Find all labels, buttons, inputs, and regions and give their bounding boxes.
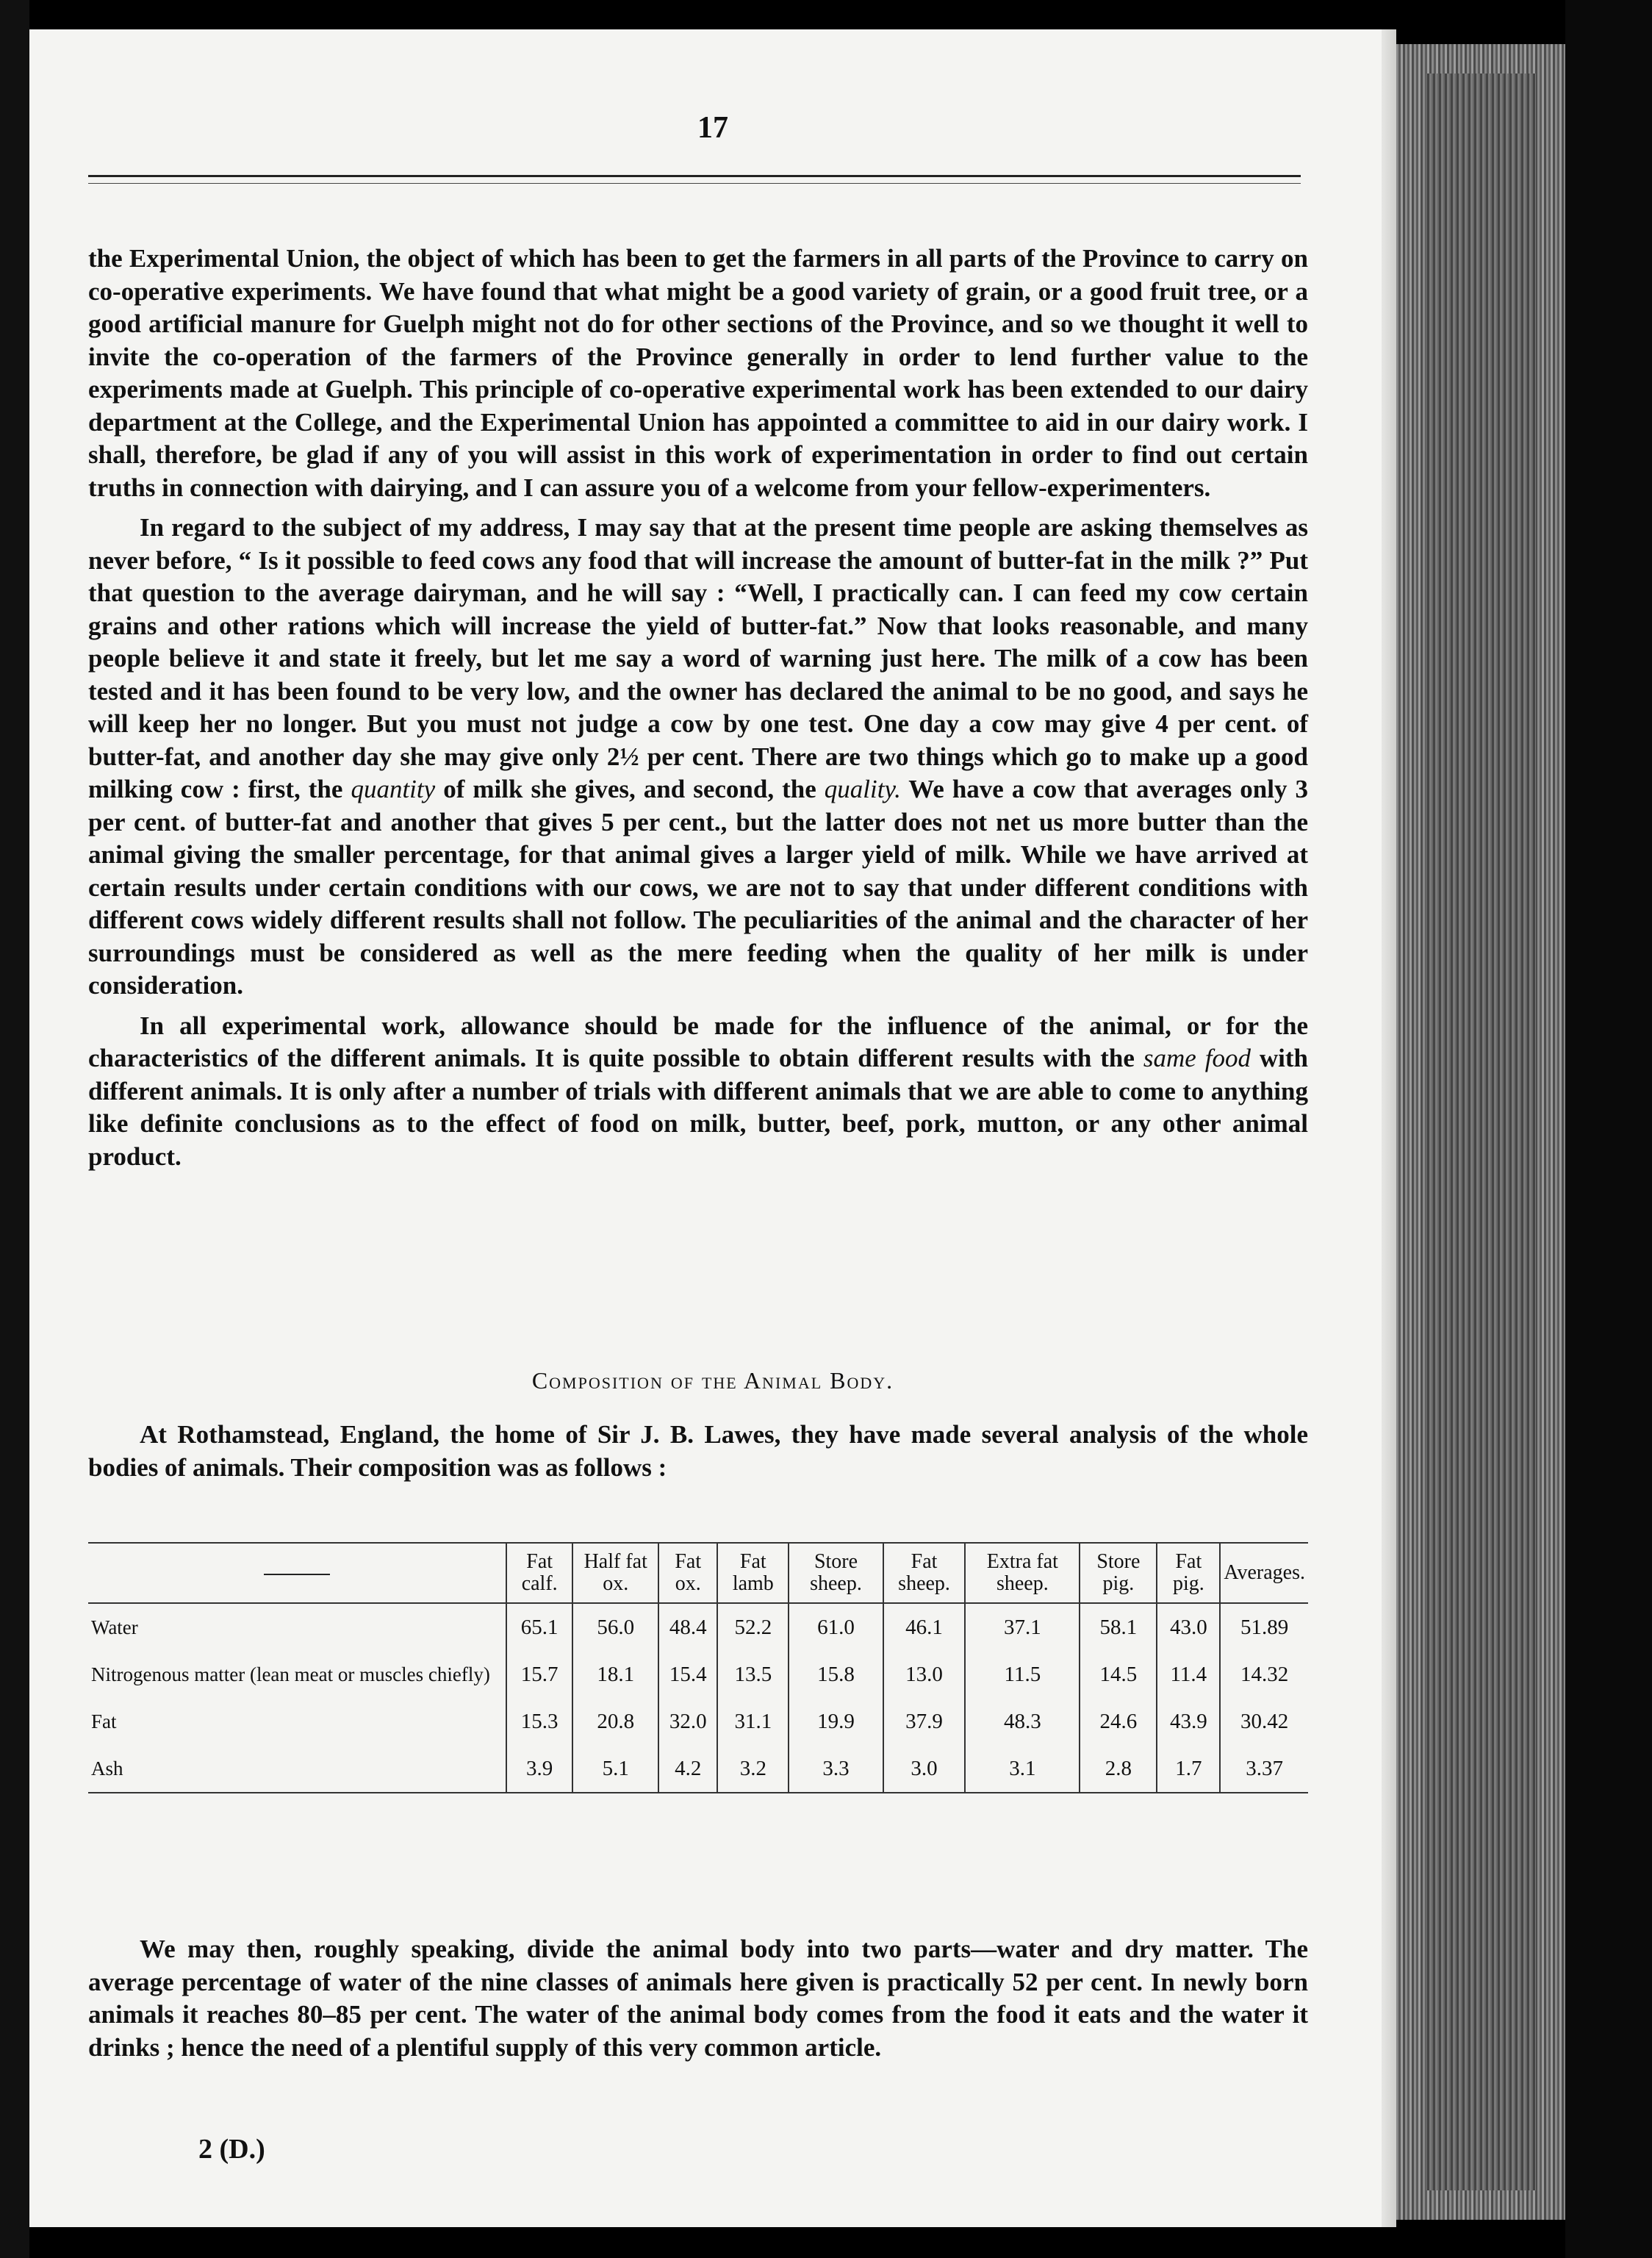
- table-cell: 15.3: [506, 1698, 572, 1745]
- table-cell: 43.0: [1157, 1603, 1220, 1651]
- table-cell: 4.2: [658, 1745, 717, 1793]
- row-label: Water: [91, 1616, 138, 1638]
- table-cell: 11.4: [1157, 1651, 1220, 1698]
- paragraph-1: the Experimental Union, the object of which has been to get the farmers in all parts of the Province to carry on co-operative experiments. We have found that what might be a good variety of grain, or a good fruit tree, or a good artificial manure for Guelph might not do for other sections of the Province, and so we thought it well to invite the co-operation of the farmers of the Province generally in order to lend further value to the experiments made at Guelph. This principle of co-operative experimental work has been extended to our dairy department at the College, and the Experimental Union has appointed a committee to aid in our dairy work. I shall, therefore, be glad if any of you will assist in this work of experimentation in order to find out certain truths in connection with dairying, and I can assure you of a welcome from your fellow-experimenters.: [88, 244, 1308, 502]
- row-label: Nitrogenous matter (lean meat or muscles chiefly): [91, 1663, 490, 1685]
- table-cell: 15.4: [658, 1651, 717, 1698]
- paragraph-3: In all experimental work, allowance should be made for the influence of the animal, or for the characteristics of the different animals. It is quite possible to obtain different results with the same food with different animals. It is only after a number of trials with different animals that we are able to come to anything like definite conclusions as to the effect of food on milk, butter, beef, pork, mutton, or any other animal product.: [88, 1011, 1309, 1171]
- table-header: Fat pig.: [1157, 1543, 1220, 1603]
- table-cell: 51.89: [1220, 1603, 1308, 1651]
- table-cell: 19.9: [789, 1698, 883, 1745]
- paragraph-2: In regard to the subject of my address, I may say that at the present time people are asking themselves as never before, “ Is it possible to feed cows any food that will increase the amount of butter-fat in the milk ?” Put that question to the average dairyman, and he will say : “Well, I practically can. I can feed my cow certain grains and other rations which will increase the yield of butter-fat.” Now that looks reasonable, and many people believe it and state it freely, but let me say a word of warning just here. The milk of a cow has been tested and it has been found to be very low, and the owner has declared the animal to be no good, and says he will keep her no longer. But you must not judge a cow by one test. One day a cow may give 4 per cent. of butter-fat, and another day she may give only 2½ per cent. There are two things which go to make up a good milking cow : first, the quantity of milk she gives, and second, the quality. We have a cow that averages only 3 per cent. of butter-fat and another that gives 5 per cent., but the latter does not net us more butter than the animal giving the smaller percentage, for that animal gives a larger yield of milk. While we have arrived at certain results under certain conditions with our cows, we are not to say that under different conditions with different cows widely different results shall not follow. The peculiarities of the animal and the character of her surroundings must be considered as well as the mere feeding when the quality of her milk is under consideration.: [88, 513, 1308, 1000]
- table-row: [88, 1745, 1308, 1793]
- table-cell: 46.1: [883, 1603, 966, 1651]
- table-header: Half fat ox.: [572, 1543, 658, 1603]
- table-cell: 24.6: [1080, 1698, 1157, 1745]
- table-header: Fat ox.: [658, 1543, 717, 1603]
- table-cell: 30.42: [1220, 1698, 1308, 1745]
- paragraph-4: At Rothamstead, England, the home of Sir J. B. Lawes, they have made several analysis of the whole bodies of animals. Their composition was as follows :: [88, 1420, 1308, 1482]
- table-cell: 31.1: [717, 1698, 789, 1745]
- quality-emphasis: quality.: [824, 775, 901, 803]
- table-header: Averages.: [1220, 1543, 1308, 1603]
- table-header: Extra fat sheep.: [965, 1543, 1080, 1603]
- book-page: [29, 29, 1396, 2227]
- table-cell: 13.5: [717, 1651, 789, 1698]
- body-text-intro: [88, 1419, 1308, 1491]
- table-cell: 52.2: [717, 1603, 789, 1651]
- body-text-top: [88, 243, 1308, 1180]
- section-heading: Composition of the Animal Body.: [531, 1367, 894, 1394]
- table-cell: 15.8: [789, 1651, 883, 1698]
- table-header-row: [88, 1543, 1308, 1603]
- table-cell: 32.0: [658, 1698, 717, 1745]
- table-cell: 5.1: [572, 1745, 658, 1793]
- table-cell: 3.2: [717, 1745, 789, 1793]
- table-cell: 1.7: [1157, 1745, 1220, 1793]
- body-text-bottom: [88, 1933, 1308, 2071]
- book-page-edges-inner: [1426, 74, 1536, 2190]
- row-label: Fat: [91, 1710, 117, 1732]
- table-cell: 13.0: [883, 1651, 966, 1698]
- table-cell: 3.9: [506, 1745, 572, 1793]
- table-cell: 3.0: [883, 1745, 966, 1793]
- page-gutter-shadow: [1382, 29, 1396, 2227]
- table-header-blank: [88, 1543, 506, 1603]
- signature-mark: 2 (D.): [198, 2134, 265, 2165]
- header-rule: [88, 175, 1301, 184]
- table-cell: 61.0: [789, 1603, 883, 1651]
- table-header: Fat sheep.: [883, 1543, 966, 1603]
- table-cell: 65.1: [506, 1603, 572, 1651]
- table-cell: 58.1: [1080, 1603, 1157, 1651]
- scan-right-edge: [1565, 0, 1652, 2258]
- table-cell: 14.5: [1080, 1651, 1157, 1698]
- table-cell: 2.8: [1080, 1745, 1157, 1793]
- scan-left-edge: [0, 0, 29, 2258]
- paragraph-5: We may then, roughly speaking, divide the animal body into two parts—water and dry matter. The average percentage of water of the nine classes of animals here given is practically 52 per cent. In newly born animals it reaches 80–85 per cent. The water of the animal body comes from the food it eats and the water it drinks ; hence the need of a plentiful supply of this very common article.: [88, 1935, 1308, 2062]
- table-row: [88, 1698, 1308, 1745]
- table-cell: 18.1: [572, 1651, 658, 1698]
- table-cell: 43.9: [1157, 1698, 1220, 1745]
- book-page-edges: [1396, 44, 1565, 2220]
- row-label: Ash: [88, 1745, 506, 1793]
- table-cell: 3.37: [1220, 1745, 1308, 1793]
- table-header: Fat calf.: [506, 1543, 572, 1603]
- table-header: Fat lamb: [717, 1543, 789, 1603]
- composition-table: [88, 1542, 1308, 1793]
- table-cell: 14.32: [1220, 1651, 1308, 1698]
- table-row: [88, 1651, 1308, 1698]
- table-header: Store sheep.: [789, 1543, 883, 1603]
- page-number: 17: [697, 111, 728, 145]
- table-row: [88, 1603, 1308, 1651]
- table-cell: 11.5: [965, 1651, 1080, 1698]
- table-header: Store pig.: [1080, 1543, 1157, 1603]
- table-cell: 37.1: [965, 1603, 1080, 1651]
- same-food-emphasis: same food: [1143, 1044, 1251, 1072]
- table-cell: 56.0: [572, 1603, 658, 1651]
- table-cell: 15.7: [506, 1651, 572, 1698]
- table-cell: 37.9: [883, 1698, 966, 1745]
- table-cell: 20.8: [572, 1698, 658, 1745]
- quantity-emphasis: quantity: [351, 775, 436, 803]
- table-cell: 3.1: [965, 1745, 1080, 1793]
- header-dash: [264, 1574, 330, 1575]
- table-cell: 48.4: [658, 1603, 717, 1651]
- table-cell: 48.3: [965, 1698, 1080, 1745]
- table-cell: 3.3: [789, 1745, 883, 1793]
